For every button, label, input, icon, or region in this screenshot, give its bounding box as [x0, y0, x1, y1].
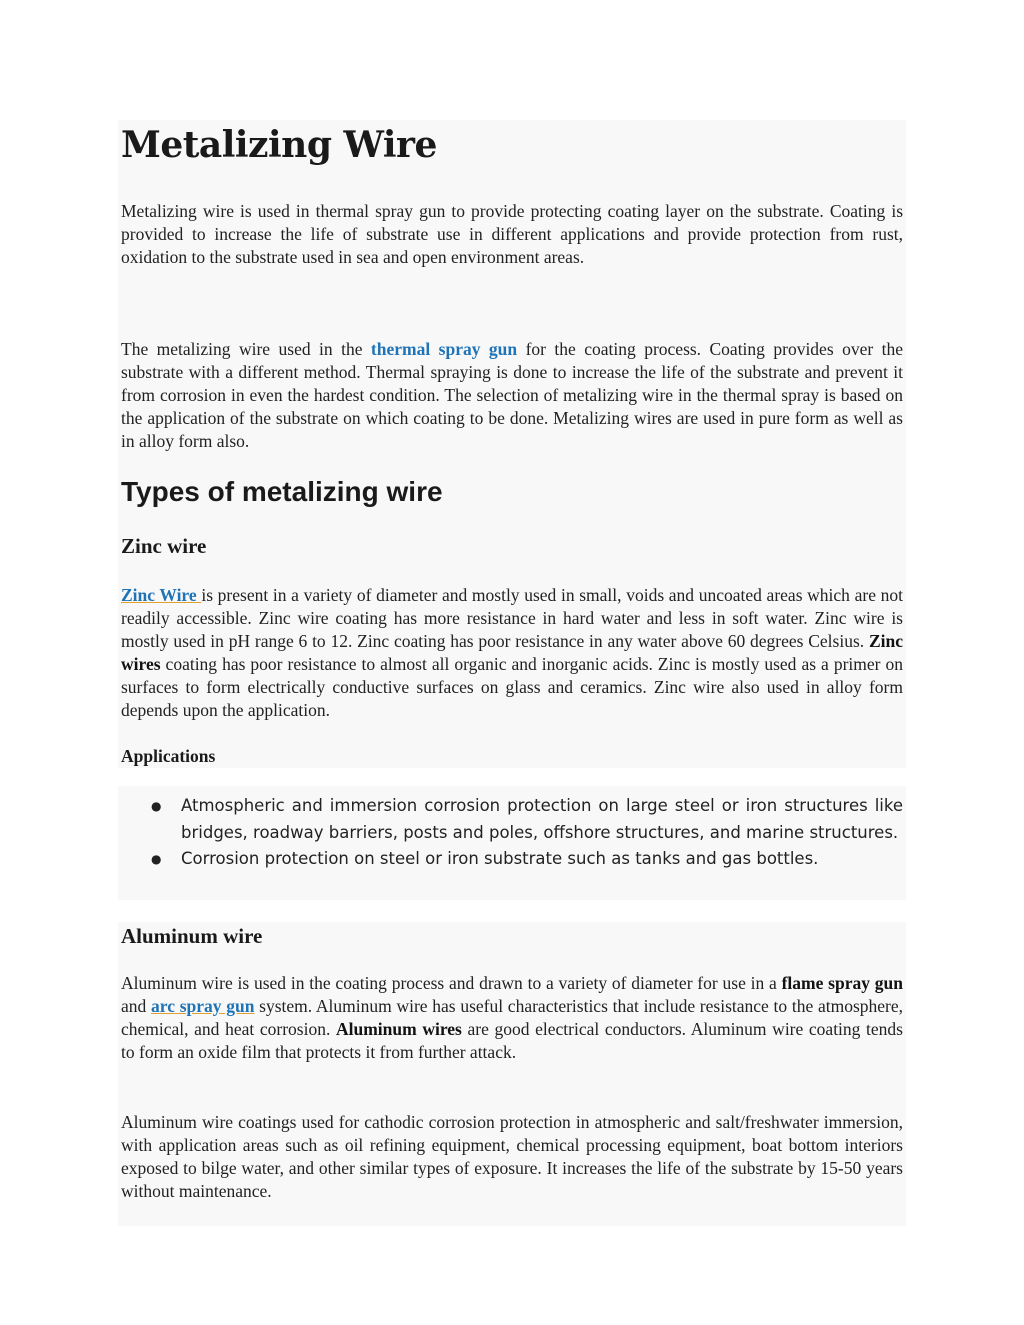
applications-heading: Applications — [121, 746, 216, 766]
zinc-wires-bold: Zinc wires — [121, 631, 903, 675]
content-block-applications — [118, 786, 906, 900]
zinc-wire-paragraph: Zinc Wire is present in a variety of diameter and mostly used in small, voids and uncoated areas which are not readily accessible. Zinc wire coating has more resistance in hard water and less in soft water. Zinc wire is mostly used in pH range 6 to 12. Zinc coating has poor resistance in any water above 60 degrees Celsius. Zinc wires coating has poor resistance to almost all organic and inorganic acids. Zinc is mostly used as a primer on surfaces to form electrically conductive surfaces on glass and ceramics. Zinc wire also used in alloy form depends upon the application. — [121, 585, 903, 721]
content-block-intro — [118, 120, 906, 768]
content-block-aluminum — [118, 922, 906, 1226]
list-item: ● Corrosion protection on steel or iron substrate such as tanks and gas bottles. — [121, 846, 903, 873]
types-heading: Types of metalizing wire — [121, 476, 443, 507]
list-item: ● Atmospheric and immersion corrosion protection on large steel or iron structures like bridges, roadway barriers, posts and poles, offshore structures, and marine structures. — [121, 793, 903, 846]
bullet-icon: ● — [151, 799, 162, 813]
intro-paragraph: Metalizing wire is used in thermal spray gun to provide protecting coating layer on the substrate. Coating is provided to increase the life of substrate use in different applications and provide protection from rust, oxidation to the substrate used in sea and open environment areas. — [121, 201, 903, 268]
zinc-wire-link[interactable]: Zinc Wire — [121, 585, 202, 605]
page-title: Metalizing Wire — [121, 124, 437, 166]
applications-list — [121, 793, 903, 873]
zinc-wire-heading: Zinc wire — [121, 534, 207, 558]
arc-spray-gun-link[interactable]: arc spray gun — [151, 996, 255, 1017]
thermal-spray-paragraph: The metalizing wire used in the thermal spray gun for the coating process. Coating provides over the substrate with a different method. Thermal spraying is done to increase the life of the substrate and prevent it from corrosion in even the hardest condition. The selection of metalizing wire in the thermal spray is based on the application of the substrate on which coating to be done. Metalizing wires are used in pure form as well as in alloy form also. — [121, 339, 904, 452]
thermal-spray-gun-link[interactable]: thermal spray gun — [370, 339, 518, 359]
flame-spray-gun-bold: flame spray gun — [781, 973, 903, 993]
aluminum-wires-bold: Aluminum wires — [335, 1019, 462, 1040]
aluminum-paragraph-1: Aluminum wire is used in the coating process and drawn to a variety of diameter for use in a flame spray gun and arc spray gun system. Aluminum wire has useful characteristics that include resistance to the atmosphere, chemical, and heat corrosion. Aluminum wires are good electrical conductors. Aluminum wire coating tends to form an oxide film that protects it from further attack. — [121, 973, 903, 1063]
aluminum-wire-heading: Aluminum wire — [121, 924, 263, 948]
bullet-icon: ● — [151, 852, 162, 867]
aluminum-paragraph-2: Aluminum wire coatings used for cathodic corrosion protection in atmospheric and salt/freshwater immersion, with application areas such as oil refining equipment, chemical processing equipment, boat bottom interiors exposed to bilge water, and other similar types of exposure. It increases the life of the substrate by 15-50 years without maintenance. — [121, 1112, 903, 1202]
